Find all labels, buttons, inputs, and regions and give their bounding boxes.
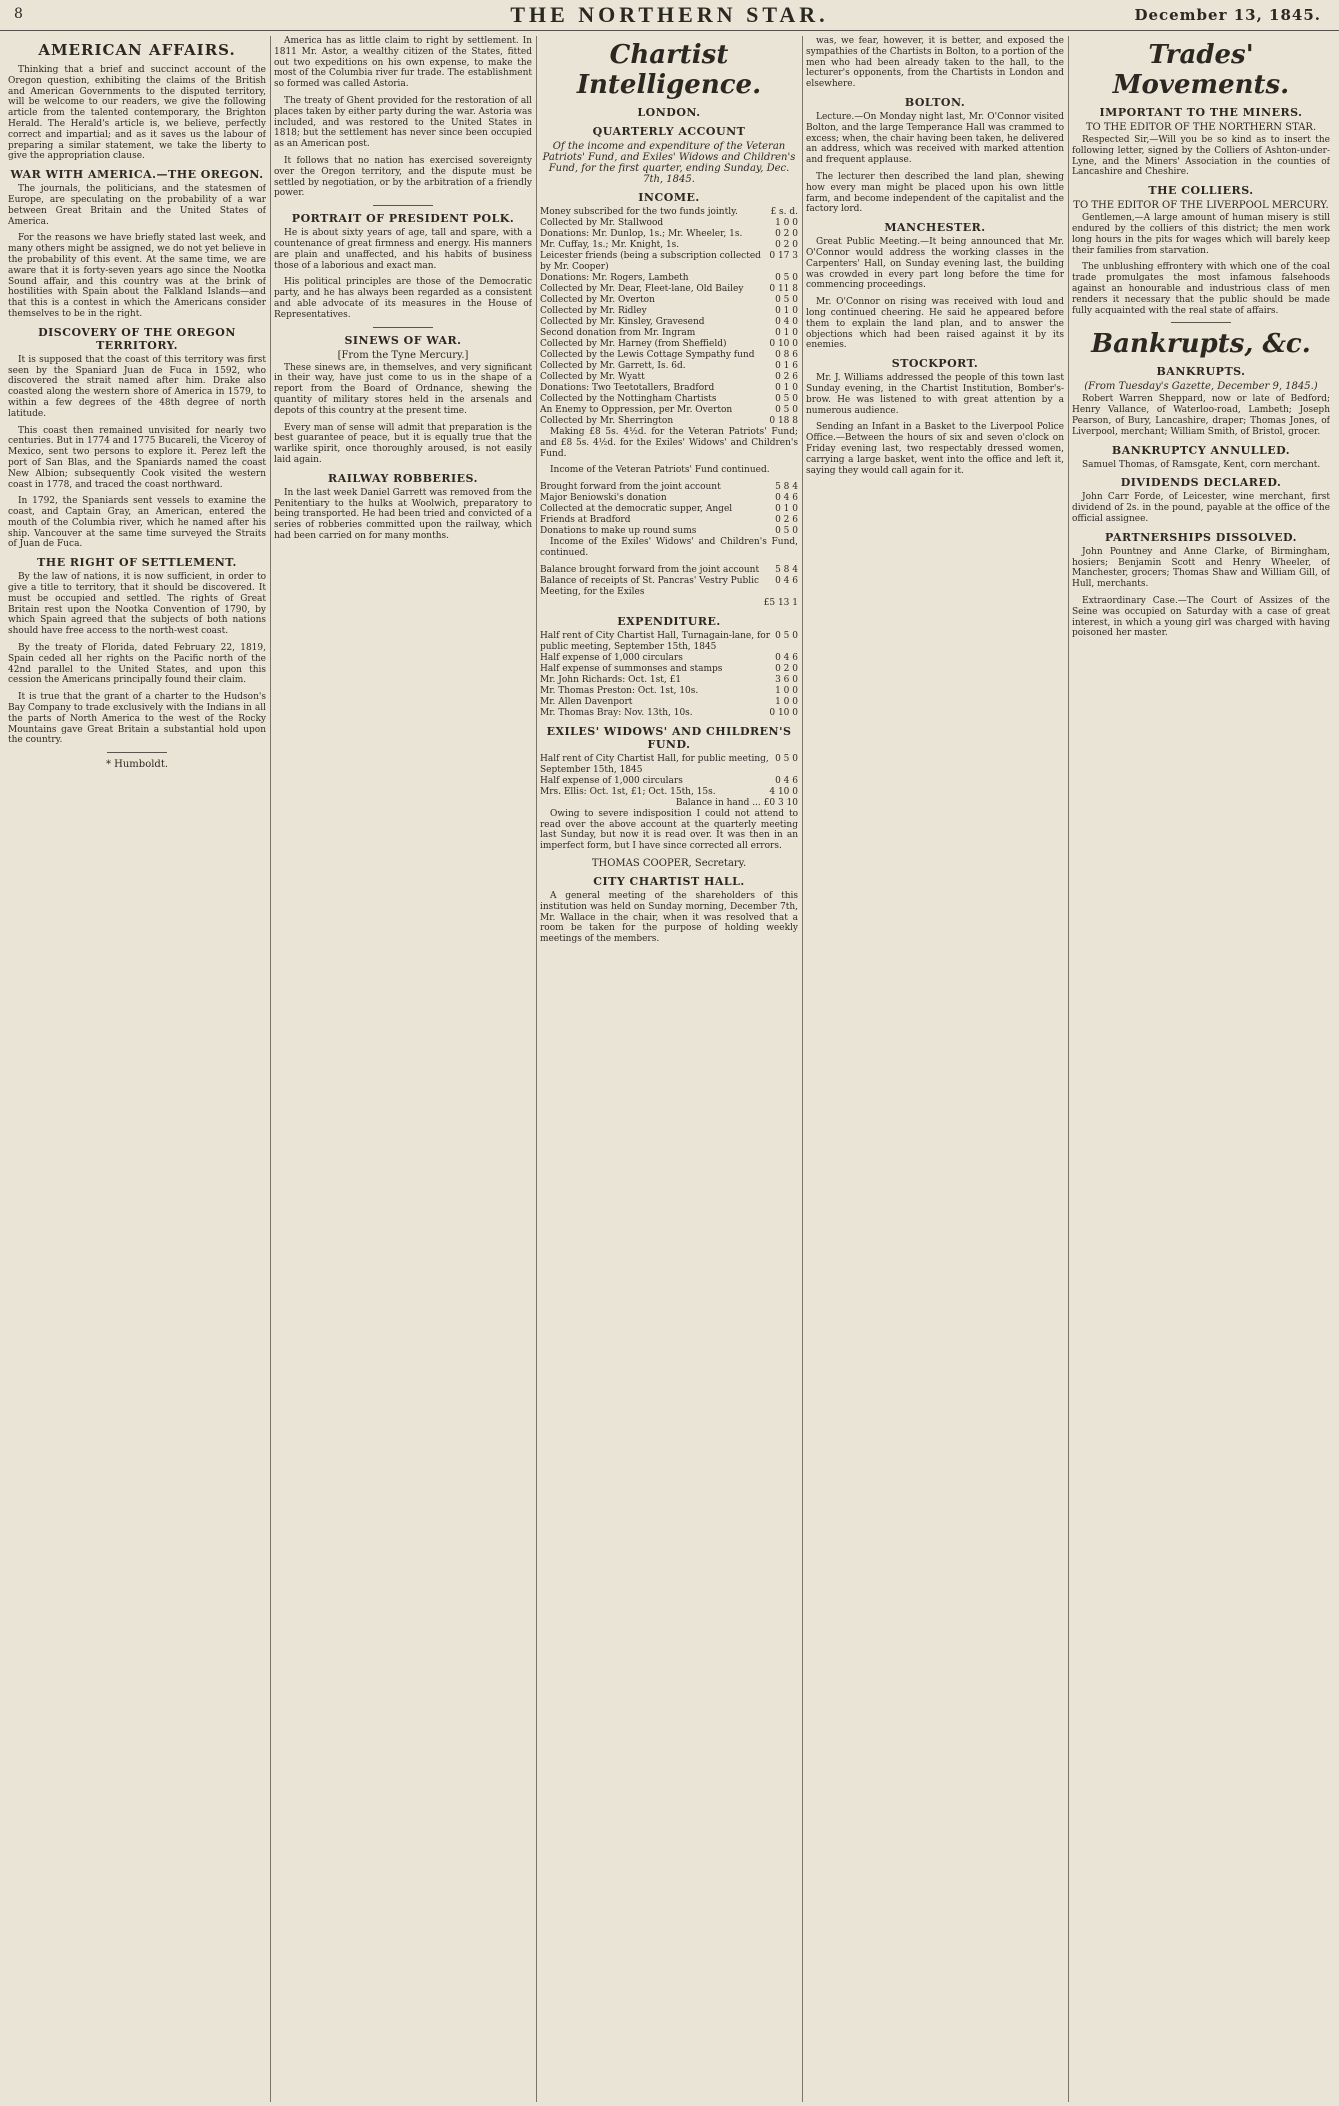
account-label: Collected by Mr. Wyatt: [540, 372, 645, 382]
article-paragraph: Samuel Thomas, of Ramsgate, Kent, corn merchant.: [1082, 459, 1321, 470]
article-paragraph: For the reasons we have briefly stated last week, and many others might be assigned, we do not yet believe in the probability of this event. At the same time, we are aware that it is forty-seven years ago since the Nootka Sound affair, and this country was at the brink of hostilities with Spain about the Falkland Islands—and that this is a contest in which the Americans consider themselves to be in the right.: [8, 233, 266, 319]
article-paragraph: Sending an Infant in a Basket to the Liverpool Police Office.—Between the hours of six and seven o'clock on Friday evening last, two respectably dressed women, carrying a large basket, went into the office and left it, saying they would call again for it.: [806, 422, 1064, 476]
subheading: RAILWAY ROBBERIES.: [328, 471, 478, 485]
account-label: Half rent of City Chartist Hall, Turnagain-lane, for public meeting, September 15th, 1845: [540, 630, 771, 652]
article-paragraph: Every man of sense will admit that preparation is the best guarantee of peace, but it is equally true that the warlike spirit, once thoroughly aroused, is not easily laid again.: [274, 422, 532, 465]
section-title: AMERICAN AFFAIRS.: [38, 41, 236, 59]
article-paragraph: was, we fear, however, it is better, and exposed the sympathies of the Chartists in Bolton, to a portion of the men who had been already taken to the hall, to the lecturer's opponents, from the Chartists in London and elsewhere.: [806, 36, 1064, 90]
gazette-note: (From Tuesday's Gazette, December 9, 1845.): [1084, 381, 1318, 393]
account-row: [540, 306, 798, 317]
account-row: [540, 653, 798, 664]
account-amount: 0 1 0: [775, 306, 798, 316]
account-amount: 0 1 0: [775, 383, 798, 393]
article-paragraph: The lecturer then described the land plan, shewing how every man might be placed upon his own little farm, and become independent of the capitalist and the factory lord.: [806, 171, 1064, 215]
account-amount: 0 4 6: [775, 775, 798, 786]
subheading: THE COLLIERS.: [1148, 184, 1254, 198]
account-amount: 0 5 0: [775, 394, 798, 404]
account-amount: 1 0 0: [775, 696, 798, 707]
account-row: [540, 787, 798, 798]
account-row: [540, 493, 798, 504]
account-total: £5 13 1: [763, 597, 798, 608]
article-paragraph: Robert Warren Sheppard, now or late of Bedford; Henry Vallance, of Waterloo-road, Lambeth; Joseph Pearson, of Bury, Lancashire, draper; Thomas Jones, of Liverpool, merchant; William Smith, of Bristol, grocer.: [1072, 394, 1330, 437]
column-rule: [270, 36, 271, 2102]
subheading: THE RIGHT OF SETTLEMENT.: [37, 556, 237, 570]
article-paragraph: In the last week Daniel Garrett was removed from the Penitentiary to the hulks at Woolwich, preparatory to being transported. He had been tried and convicted of a series of robberies committed upon the railway, which had been carried on for many months.: [274, 487, 532, 541]
article-paragraph: Thinking that a brief and succinct account of the Oregon question, exhibiting the claims of the British and American Governments to the disputed territory, will be welcome to our readers, we give the following article from the talented contemporary, the Brighton Herald. The Herald's article is, we believe, perfectly correct and impartial; and as it saves us the labour of preparing a similar statement, we take the liberty to give the appropriation clause.: [8, 65, 266, 162]
account-label: Collected by Mr. Sherrington: [540, 416, 674, 426]
subheading: IMPORTANT TO THE MINERS.: [1099, 106, 1303, 119]
subheading: CITY CHARTIST HALL.: [593, 874, 745, 888]
account-label: Donations to make up round sums: [540, 526, 697, 537]
article-paragraph: Respected Sir,—Will you be so kind as to insert the following letter, signed by the Colliers of Ashton-under-Lyne, and the Miners' Association in the counties of Lancashire and Cheshire.: [1072, 135, 1330, 178]
account-amount: 4 10 0: [769, 786, 798, 797]
account-label: Collected by Mr. Garrett, Is. 6d.: [540, 361, 686, 371]
account-amount: 0 1 0: [775, 328, 798, 338]
account-label: Collected at the democratic supper, Angel: [540, 504, 733, 515]
article-paragraph: His political principles are those of the Democratic party, and he has always been regarded as a consistent and able advocate of its measures in the House of Representatives.: [274, 277, 532, 320]
subheading: SINEWS OF WAR.: [344, 333, 462, 347]
balance-in-hand: Balance in hand ... £0 3 10: [675, 797, 798, 808]
subheading: BANKRUPTS.: [1156, 365, 1246, 379]
article-paragraph: Mr. J. Williams addressed the people of this town last Sunday evening, in the Chartist Institution, Bomber's-brow. He was listened to with great attention by a numerous audience.: [806, 373, 1064, 416]
article-paragraph: In 1792, the Spaniards sent vessels to examine the coast, and Captain Gray, an American, entered the mouth of the Columbia river, which he named after his ship. Vancouver at the same time surveyed the Straits of Juan de Fuca.: [8, 496, 266, 550]
account-label: Collected by Mr. Stallwood: [540, 218, 664, 228]
account-amount: 0 2 6: [775, 515, 798, 526]
account-label: An Enemy to Oppression, per Mr. Overton: [540, 405, 733, 415]
column-rule: [536, 36, 537, 2102]
column-meetings: [806, 36, 1064, 2102]
account-amount: 0 4 6: [775, 575, 798, 586]
account-row: [540, 284, 798, 295]
account-row: [540, 218, 798, 229]
account-label: Collected by Mr. Dear, Fleet-lane, Old Bailey: [540, 284, 744, 294]
divider: [373, 327, 433, 328]
account-label: Donations: Mr. Dunlop, 1s.; Mr. Wheeler, 1s.: [540, 229, 743, 239]
account-label: Donations: Two Teetotallers, Bradford: [540, 383, 715, 393]
article-paragraph: Extraordinary Case.—The Court of Assizes of the Seine was occupied on Saturday with a case of great interest, in which a young girl was charged with having poisoned her master.: [1072, 595, 1330, 639]
subheading: BOLTON.: [904, 95, 966, 109]
account-amount: 5 8 4: [775, 564, 798, 575]
article-paragraph: Great Public Meeting.—It being announced that Mr. O'Connor would address the working classes in the Carpenters' Hall, on Sunday evening last, the building was crowded in every part long before the time for commencing proceedings.: [806, 237, 1064, 291]
account-label: Brought forward from the joint account: [540, 482, 721, 493]
account-label: Half expense of 1,000 circulars: [540, 652, 683, 663]
divider: [107, 752, 167, 753]
expenditure-account: [540, 631, 798, 719]
article-paragraph: John Carr Forde, of Leicester, wine merchant, first dividend of 2s. in the pound, payable at the office of the official assignee.: [1072, 492, 1330, 524]
income-account: [540, 207, 798, 427]
account-label: Mrs. Ellis: Oct. 1st, £1; Oct. 15th, 15s.: [540, 786, 716, 797]
account-amount: 0 5 0: [775, 526, 798, 537]
article-paragraph: America has as little claim to right by settlement. In 1811 Mr. Astor, a wealthy citizen of the States, fitted out two expeditions on his own expense, to make the most of the Columbia river fur trade. The establishment so formed was called Astoria.: [274, 36, 532, 90]
account-label: Mr. Allen Davenport: [540, 696, 633, 707]
account-amount: 5 8 4: [775, 482, 798, 493]
exiles-fund-account: [540, 565, 798, 598]
article-paragraph: By the law of nations, it is now sufficient, in order to give a title to territory, that it should be discovered. It must be occupied and settled. The rights of Great Britain rest upon the Nootka Convention of 1790, by which Spain agreed that the subjects of both nations should have free access to the north-west coast.: [8, 572, 266, 637]
account-label: Major Beniowski's donation: [540, 493, 667, 504]
account-amount: 0 2 0: [775, 240, 798, 250]
letter-address: TO THE EDITOR OF THE LIVERPOOL MERCURY.: [1073, 200, 1329, 212]
account-label: Collected by the Nottingham Chartists: [540, 394, 717, 404]
article-paragraph: It follows that no nation has exercised sovereignty over the Oregon territory, and the dispute must be settled by negotiation, or by the arbitration of a friendly power.: [274, 155, 532, 199]
account-amount: 0 10 0: [769, 707, 798, 718]
account-amount: 0 10 0: [769, 339, 798, 349]
subheading: STOCKPORT.: [891, 357, 979, 371]
article-paragraph: He is about sixty years of age, tall and spare, with a countenance of great firmness and energy. His manners are plain and unaffected, and his habits of business those of a laborious and exact man.: [274, 228, 532, 271]
article-paragraph: Income of the Veteran Patriots' Fund continued.: [550, 465, 770, 476]
account-label: Mr. Cuffay, 1s.; Mr. Knight, 1s.: [540, 240, 680, 250]
account-label: Balance of receipts of St. Pancras' Vestry Public Meeting, for the Exiles: [540, 575, 760, 597]
subheading: BANKRUPTCY ANNULLED.: [1111, 443, 1291, 457]
article-paragraph: The treaty of Ghent provided for the restoration of all places taken by either party during the war. Astoria was included, and was restored to the United States in 1818; but the settlement has never since been occupied as an American post.: [274, 95, 532, 150]
account-row: [540, 515, 798, 526]
section-masthead: Bankrupts, &c.: [1091, 329, 1311, 360]
article-paragraph: These sinews are, in themselves, and very significant in their way, have just come to us in the shape of a report from the Board of Ordnance, shewing the quantity of military stores held in the arsenals and depots of this country at the present time.: [274, 362, 532, 416]
account-row: [540, 317, 798, 328]
account-label: Mr. Thomas Preston: Oct. 1st, 10s.: [540, 685, 699, 696]
subheading: INCOME.: [638, 191, 700, 204]
account-row: [540, 273, 798, 284]
account-label: Friends at Bradford: [540, 515, 631, 526]
account-label: Collected by Mr. Overton: [540, 295, 655, 305]
article-paragraph: The unblushing effrontery with which one of the coal trade promulgates the most infamous falsehoods against an honourable and industrious class of men renders it necessary that the public should be made fully acquainted with the real state of affairs.: [1072, 262, 1330, 316]
article-paragraph: The journals, the politicians, and the statesmen of Europe, are speculating on the probability of a war between Great Britain and the United States of America.: [8, 184, 266, 227]
account-amount: 0 8 6: [775, 350, 798, 360]
subheading: DIVIDENDS DECLARED.: [1120, 476, 1282, 490]
veteran-fund-account: [540, 482, 798, 537]
article-paragraph: It is supposed that the coast of this territory was first seen by the Spaniard Juan de Fuca in 1592, who discovered the strait named after him. Drake also coasted along the western shore of America in 1579, to within a few degrees of the 48th degree of north latitude.: [8, 354, 266, 419]
column-politics: [274, 36, 532, 2102]
account-amount: £ s. d.: [770, 207, 798, 217]
column-chartist-intelligence: [540, 36, 798, 2102]
account-row: [540, 631, 798, 653]
account-row: [540, 504, 798, 515]
column-rule: [802, 36, 803, 2102]
account-label: Mr. John Richards: Oct. 1st, £1: [540, 674, 682, 685]
account-row: [540, 361, 798, 372]
account-label: Mr. Thomas Bray: Nov. 13th, 10s.: [540, 707, 693, 718]
account-row: [540, 383, 798, 394]
account-row: [540, 328, 798, 339]
account-amount: 0 17 3: [769, 251, 798, 261]
column-american-affairs: [8, 36, 266, 2102]
account-amount: 0 2 0: [775, 663, 798, 674]
account-amount: 1 0 0: [775, 218, 798, 228]
subheading: EXILES' WIDOWS' AND CHILDREN'S FUND.: [546, 724, 792, 751]
account-row: [540, 576, 798, 598]
account-amount: 0 1 6: [775, 361, 798, 371]
article-paragraph: Making £8 5s. 4½d. for the Veteran Patriots' Fund; and £8 5s. 4½d. for the Exiles' Widows' and Children's Fund.: [540, 427, 798, 459]
account-label: Donations: Mr. Rogers, Lambeth: [540, 273, 689, 283]
article-paragraph: Income of the Exiles' Widows' and Children's Fund, continued.: [540, 537, 798, 558]
account-row: [540, 251, 798, 273]
account-row: [540, 754, 798, 776]
account-amount: 0 4 0: [775, 317, 798, 327]
account-label: Half expense of summonses and stamps: [540, 663, 723, 674]
account-row: [540, 405, 798, 416]
article-paragraph: A general meeting of the shareholders of this institution was held on Sunday morning, December 7th, Mr. Wallace in the chair, when it was resolved that a room be taken for the purpose of holding weekly meetings of the members.: [540, 890, 798, 945]
account-amount: 0 2 0: [775, 229, 798, 239]
account-row: [540, 697, 798, 708]
account-row: [540, 686, 798, 697]
account-amount: 0 1 0: [775, 504, 798, 515]
column-rule: [1068, 36, 1069, 2102]
account-row: [540, 416, 798, 427]
subheading: LONDON.: [637, 106, 701, 119]
account-amount: 0 18 8: [769, 416, 798, 426]
article-paragraph: John Pountney and Anne Clarke, of Birmingham, hosiers; Benjamin Scott and Henry Wheeler, of Manchester, grocers; Thomas Shaw and William Gill, of Hull, merchants.: [1072, 546, 1330, 590]
subheading: QUARTERLY ACCOUNT: [592, 125, 746, 138]
account-amount: 0 11 8: [769, 284, 798, 294]
subheading: PARTNERSHIPS DISSOLVED.: [1105, 530, 1297, 544]
account-row: [540, 229, 798, 240]
masthead: [0, 0, 1339, 31]
article-paragraph: Mr. O'Connor on rising was received with loud and long continued cheering. He said he appeared before them to explain the land plan, and to answer the objections which had been raised against it by its enemies.: [806, 297, 1064, 351]
account-label: Collected by Mr. Kinsley, Gravesend: [540, 317, 705, 327]
account-amount: 3 6 0: [775, 674, 798, 685]
account-row: [540, 708, 798, 719]
account-row: [540, 482, 798, 493]
footnote: * Humboldt.: [105, 759, 169, 771]
account-label: Half expense of 1,000 circulars: [540, 775, 683, 786]
account-label: Collected by Mr. Ridley: [540, 306, 647, 316]
subheading: DISCOVERY OF THE OREGON TERRITORY.: [38, 325, 236, 352]
article-paragraph: This coast then remained unvisited for nearly two centuries. But in 1774 and 1775 Bucareli, the Viceroy of Mexico, sent two persons to explore it. Perez left the port of San Blas, and the Spaniards named the coast New Albion; subsequently Cook visited the western coast in 1778, and traced the coast northward.: [8, 425, 266, 490]
article-paragraph: Owing to severe indisposition I could not attend to read over the above account at the quarterly meeting last Sunday, but now it is read over. It was then in an imperfect form, but I have since corrected all errors.: [540, 808, 798, 852]
account-row: [540, 675, 798, 686]
account-row: [540, 339, 798, 350]
subheading: WAR WITH AMERICA.—THE OREGON.: [10, 168, 264, 182]
account-label: Half rent of City Chartist Hall, for public meeting, September 15th, 1845: [540, 753, 769, 775]
subheading: EXPENDITURE.: [617, 614, 721, 628]
letter-address: TO THE EDITOR OF THE NORTHERN STAR.: [1085, 122, 1317, 133]
newspaper-title: THE NORTHERN STAR.: [510, 2, 829, 27]
account-row: [540, 776, 798, 787]
account-row: [540, 394, 798, 405]
article-paragraph: Gentlemen,—A large amount of human misery is still endured by the colliers of this district; the men work long hours in the pits for wages which will barely keep their families from starvation.: [1072, 213, 1330, 256]
account-amount: 0 5 0: [775, 295, 798, 305]
account-amount: 0 5 0: [775, 273, 798, 283]
page-number: 8: [14, 6, 23, 22]
account-amount: 0 5 0: [775, 753, 798, 764]
account-row: [540, 526, 798, 537]
account-row: [540, 295, 798, 306]
section-masthead: Trades' Movements.: [1112, 40, 1290, 100]
section-masthead: Chartist Intelligence.: [576, 40, 762, 100]
signature: THOMAS COOPER, Secretary.: [591, 857, 747, 869]
account-caption: Of the income and expenditure of the Veteran Patriots' Fund, and Exiles' Widows and Children's Fund, for the first quarter, ending Sunday, Dec. 7th, 1845.: [542, 141, 796, 185]
article-paragraph: By the treaty of Florida, dated February 22, 1819, Spain ceded all her rights on the Pacific north of the 42nd parallel to the United States, and upon this cession the Americans principally found their claim.: [8, 643, 266, 686]
account-amount: 0 4 6: [775, 493, 798, 504]
subheading: PORTRAIT OF PRESIDENT POLK.: [291, 212, 515, 226]
account-label: Money subscribed for the two funds jointly.: [540, 207, 738, 217]
article-paragraph: Lecture.—On Monday night last, Mr. O'Connor visited Bolton, and the large Temperance Hall was crammed to excess; when, the chair having been taken, he delivered an address, which was received with marked attention and frequent applause.: [806, 111, 1064, 166]
account-label: Balance brought forward from the joint account: [540, 564, 760, 575]
exiles-expenditure-account: [540, 754, 798, 798]
account-row: [540, 664, 798, 675]
account-amount: 0 5 0: [775, 405, 798, 415]
account-amount: 0 4 6: [775, 652, 798, 663]
account-row: [540, 350, 798, 361]
account-row: [540, 240, 798, 251]
issue-date: December 13, 1845.: [1134, 6, 1321, 24]
divider: [373, 205, 433, 206]
subheading: MANCHESTER.: [884, 221, 986, 235]
account-label: Leicester friends (being a subscription collected by Mr. Cooper): [540, 251, 761, 272]
divider: [1171, 322, 1231, 323]
account-amount: 1 0 0: [775, 685, 798, 696]
article-paragraph: It is true that the grant of a charter to the Hudson's Bay Company to trade exclusively with the Indians in all the parts of North America to the west of the Rocky Mountains gave Great Britain a substantial hold upon the country.: [8, 692, 266, 746]
account-label: Second donation from Mr. Ingram: [540, 328, 696, 338]
account-amount: 0 5 0: [775, 630, 798, 641]
account-row: [540, 372, 798, 383]
column-trades-movements: [1072, 36, 1330, 2102]
account-amount: 0 2 6: [775, 372, 798, 382]
source-note: [From the Tyne Mercury.]: [337, 349, 469, 361]
account-label: Collected by the Lewis Cottage Sympathy fund: [540, 350, 755, 360]
account-label: Collected by Mr. Harney (from Sheffield): [540, 339, 727, 349]
account-row: [540, 207, 798, 218]
account-row: [540, 565, 798, 576]
